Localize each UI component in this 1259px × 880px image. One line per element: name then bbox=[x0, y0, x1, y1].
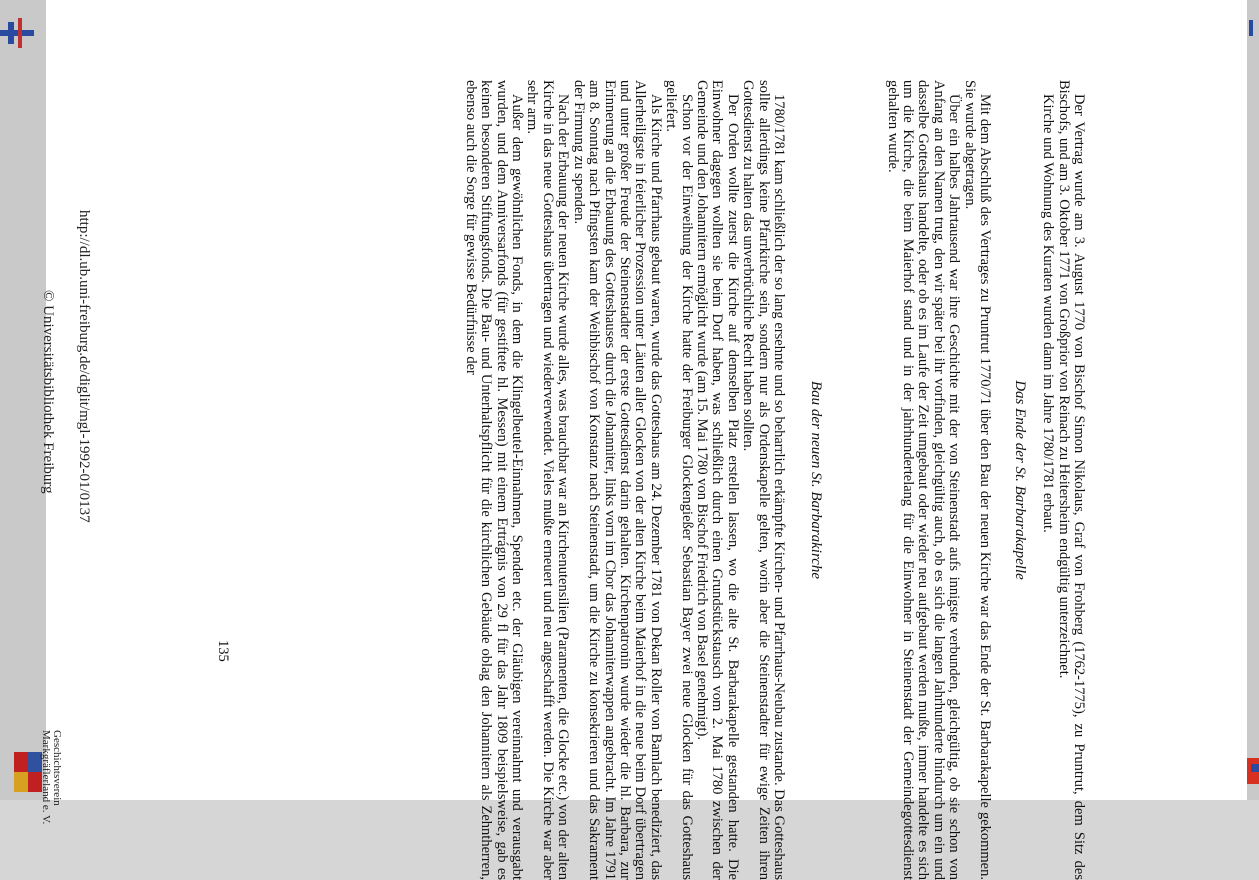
page-number-block bbox=[214, 640, 232, 700]
section2-text bbox=[462, 80, 786, 880]
section2-paragraph: Außer dem gewöhnlichen Fonds, in dem die Klingelbeutel-Einnahmen, Spenden etc. der Gläubigen vereinnahmt und verausgabt wurden, und dem Anniversarfonds (für gestiftete hl. Messen) mit einem Ertrágnis von 29 fl für das Jahr 1809 beispielsweise, gab es keinen besonderen Stiftungsfonds. Die Bau- und Unterhaltspflicht für die kirchlichen Gebäude oblag den Johannitern als Zehntherren, ebenso auch die Sorge für gewisse Bedürfnisse der bbox=[462, 80, 526, 880]
section-heading: Bau der neuen St. Barbarakirche bbox=[808, 380, 824, 580]
section-heading: Das Ende der St. Barbarakapelle bbox=[1012, 380, 1028, 580]
coat-of-arms-fragment-icon bbox=[1247, 758, 1259, 784]
section1-block bbox=[884, 80, 992, 880]
section1-paragraph: Mit dem Abschluß des Vertrages zu Pruntrut 1770/71 über den Bau der neuen Kirche war das Ende der St. Barbarakapelle gekommen. Sie wurde abgetragen. bbox=[961, 80, 993, 880]
section1-heading-block bbox=[1011, 80, 1028, 880]
page-number: 135 bbox=[215, 640, 231, 662]
society-line: Geschichtsverein bbox=[51, 730, 63, 806]
section2-paragraph: Schon vor der Einweihung der Kirche hatte der Freiburger Glockengießer Sebastian Bayer zwei neue Glocken für das Gotteshaus geliefert. bbox=[663, 80, 695, 880]
copyright-text: © Universitätsbibliothek Freiburg bbox=[40, 290, 56, 494]
section2-paragraph: Als Kirche und Pfarrhaus gebaut waren, wurde das Gotteshaus am 24. Dezember 1781 von Dekan Roller von Bamlach benediziert, das Allerheiligste in feierlicher Prozession unter Läuten aller Glocken von der alten Kirche beim Maierhof in die neue beim Dorf übertragen und unter großer Freude der Steinenstadter der erste Gottesdienst darin gehalten. Kirchenpatronin wurde wieder die hl. Barbara, zur Erinnerung an die Erbauung des Gotteshauses durch die Johanniter, links vorn im Chor das Johanniterwappen angebracht. Im Jahre 1791 am 8. Sonntag nach Pfingsten kam der Weihbischof von Konstanz nach Steinenstadt, um die Kirche zu konsekrieren und das Sakrament der Firmung zu spenden. bbox=[570, 80, 664, 880]
blue-cross-logo-icon[interactable] bbox=[0, 18, 34, 48]
intro-paragraph: Der Vertrag wurde am 3. August 1770 von Bischof Simon Nikolaus, Graf von Frohberg (1762-1775), zu Pruntrut, dem Sitz des Bischofs, und am 3. Oktober 1771 von Großprior von Reinach zu Heitersheim endgültig unterzeichnet. bbox=[1055, 80, 1087, 880]
coat-of-arms-logo-icon bbox=[14, 752, 42, 792]
url-watermark-block bbox=[75, 210, 92, 810]
section1-paragraph: Über ein halbes Jahrtausend war ihre Geschichte mit der von Steinenstadt aufs innigste verbunden, gleichgültig, ob sie schon von Anfang an den Namen trug, den wir später bei ihr vorfinden, gleichgültig auch, ob es sich die langen Jahrhunderte hindurch um ein und dasselbe Gotteshaus handelte, oder ob es im Laufe der Zeit umgebaut oder wieder neu aufgebaut werden mußte, immer handelte es sich um die Kirche, die beim Maierhof stand und in der jahrhundertelang für die Einwohner in Steinenstadt der Gemeindegottesdienst gehalten wurde. bbox=[884, 80, 963, 880]
section2-paragraph: 1780/1781 kam schließlich der so lang ersehnte und so beharrlich erkämpfte Kirchen- und Pfarrhaus-Neubau zustande. Das Gotteshaus sollte allerdings keine Pfarrkirche sein, sondern nur als Ordenskapelle gelten, worin aber die Steinenstadter für ewige Zeiten ihren Gottesdienst zu halten das unverbrüchliche Recht haben sollten. bbox=[740, 80, 787, 880]
document-page bbox=[40, 0, 1247, 880]
section2-paragraph: Nach der Erbauung der neuen Kirche wurde alles, was brauchbar war an Kirchenutensilien (Paramenten, die Glocke etc.) von der alten Kirche in das neue Gotteshaus übertragen und wiederverwendet. Vieles mußte erneuert und neu angeschafft werden. Die Kirche war aber sehr arm. bbox=[524, 80, 572, 880]
section2-heading-block bbox=[807, 80, 824, 880]
viewer-right-sidebar bbox=[1247, 0, 1259, 800]
source-url[interactable]: http://dl.ub.uni-freiburg.de/diglit/mgl-1992-01/0137 bbox=[76, 210, 92, 523]
section1-text bbox=[884, 80, 992, 880]
intro-paragraph: Kirche und Wohnung des Kuraten wurden dann im Jahre 1780/1781 erbaut. bbox=[1040, 94, 1057, 533]
section2-paragraph: Der Orden wollte zuerst die Kirche auf demselben Platz erstellen lassen, wo die alte St. Barbarakapelle gestanden hatte. Die Einwohner dagegen wollten sie beim Dorf haben, was schließlich durch einen Grundstückstausch vom 2. Mai 1780 zwischen der Gemeinde und den Johannitern ermöglicht wurde (am 15. Mai 1780 von Bischof Friedrich von Basel genehmigt). bbox=[693, 80, 741, 880]
intro-text bbox=[1040, 80, 1086, 880]
society-line: Markgräflerland e. V. bbox=[40, 730, 52, 825]
society-block bbox=[40, 730, 63, 825]
page-content bbox=[1040, 80, 1086, 880]
section2-block bbox=[462, 80, 786, 880]
blue-cross-fragment-icon bbox=[1249, 20, 1257, 36]
